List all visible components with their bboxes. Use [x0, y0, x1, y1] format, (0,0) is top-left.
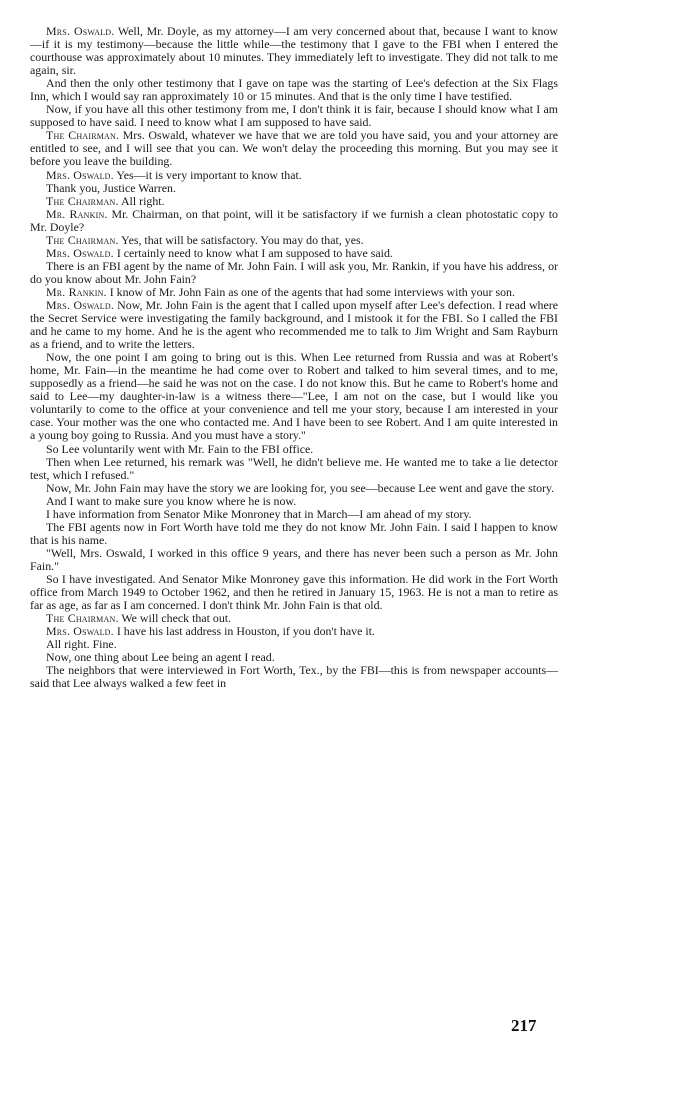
paragraph-text: I have information from Senator Mike Monroney that in March—I am ahead of my story.: [46, 506, 472, 521]
transcript-paragraph: [30, 351, 558, 442]
speaker-name: Mrs. Oswald.: [46, 24, 115, 38]
paragraph-text: Well, Mr. Doyle, as my attorney—I am very concerned about that, because I want to know—if it is my testimony—because the little while—the testimony that I gave to the FBI when I entered the courthouse was approximately about 10 minutes. They immediately left to investigate. They did not talk to me again, sir.: [30, 24, 558, 78]
speaker-name: Mr. Rankin.: [46, 206, 108, 221]
transcript-paragraph: [30, 299, 558, 351]
speaker-name: The Chairman.: [46, 232, 119, 247]
transcript-paragraph: [30, 664, 558, 690]
paragraph-text: Mr. Chairman, on that point, will it be satisfactory if we furnish a clean photostatic copy to Mr. Doyle?: [30, 206, 558, 234]
paragraph-text: I certainly need to know what I am supposed to have said.: [116, 245, 393, 260]
paragraph-text: The FBI agents now in Fort Worth have told me they do not know Mr. John Fain. I said I happen to know that is his name.: [30, 519, 558, 547]
paragraph-text: "Well, Mrs. Oswald, I worked in this office 9 years, and there has never been such a person as Mr. John Fain.": [30, 545, 558, 573]
transcript-page: [30, 25, 558, 690]
paragraph-text: So I have investigated. And Senator Mike Monroney gave this information. He did work in the Fort Worth office from March 1949 to October 1962, and then he retired in January 15, 1963. He is not a man to retire as far as age, as far as I am concerned. I don't think Mr. John Fain is that old.: [30, 571, 558, 613]
paragraph-text: Then when Lee returned, his remark was "Well, he didn't believe me. He wanted me to take a lie detector test, which I refused.": [30, 454, 558, 482]
speaker-name: Mrs. Oswald.: [46, 167, 114, 182]
paragraph-text: We will check that out.: [121, 611, 232, 626]
speaker-name: Mr. Rankin.: [46, 284, 107, 299]
transcript-paragraph: [30, 129, 558, 168]
paragraph-text: Thank you, Justice Warren.: [46, 180, 176, 195]
transcript-paragraph: [30, 208, 558, 234]
paragraph-text: Now, one thing about Lee being an agent I read.: [46, 650, 275, 665]
paragraph-text: All right. Fine.: [46, 637, 117, 652]
paragraph-text: Now, Mr. John Fain may have the story we are looking for, you see—because Lee went and gave the story.: [46, 480, 555, 495]
paragraph-text: The neighbors that were interviewed in Fort Worth, Tex., by the FBI—this is from newspaper accounts—said that Lee always walked a few feet in: [30, 663, 558, 691]
transcript-paragraph: [30, 25, 558, 77]
transcript-paragraph: [30, 103, 558, 129]
speaker-name: The Chairman.: [46, 193, 119, 208]
transcript-paragraph: [30, 456, 558, 482]
paragraph-text: Now, if you have all this other testimony from me, I don't think it is fair, because I should know what I am supposed to have said. I need to know what I am supposed to have said.: [30, 102, 558, 130]
paragraph-text: And then the only other testimony that I gave on tape was the starting of Lee's defection at the Six Flags Inn, which I would say ran approximately 10 or 15 minutes. And that is the only time I have testified.: [30, 76, 558, 104]
paragraph-text: Mrs. Oswald, whatever we have that we are told you have said, you and your attorney are entitled to see, and I will see that you can. We won't delay the proceeding this morning. But you may see it before you leave the building.: [30, 128, 558, 169]
paragraph-text: I know of Mr. John Fain as one of the agents that had some interviews with your son.: [109, 284, 515, 299]
transcript-paragraph: [30, 260, 558, 286]
speaker-name: The Chairman.: [46, 128, 120, 143]
paragraph-text: There is an FBI agent by the name of Mr. John Fain. I will ask you, Mr. Rankin, if you have his address, or do you know about Mr. John Fain?: [30, 258, 558, 286]
speaker-name: The Chairman.: [46, 611, 119, 626]
transcript-paragraph: [30, 573, 558, 612]
paragraph-text: Now, the one point I am going to bring out is this. When Lee returned from Russia and was at Robert's home, Mr. Fain—in the meantime he had come over to Robert and talked to him several times, and to me, supposedly as a friend—he said he was not on the case. I do not know this. But he came to Robert's home and said to Lee—my daughter-in-law is a witness there—"Lee, I am not on the case, but I would like you voluntarily to come to the office at your convenience and tell me your story, because I am interested in your case. Your mother was the one who contacted me. And I have been to see Robert. And I am quite interested in a young boy going to Russia. And you must have a story.": [30, 350, 558, 443]
paragraph-text: Yes—it is very important to know that.: [116, 167, 302, 182]
paragraph-text: All right.: [120, 193, 165, 208]
transcript-paragraph: [30, 77, 558, 103]
speaker-name: Mrs. Oswald.: [46, 297, 114, 312]
paragraph-text: Yes, that will be satisfactory. You may do that, yes.: [121, 232, 364, 247]
page-number: 217: [511, 1016, 537, 1035]
speaker-name: Mrs. Oswald.: [46, 245, 114, 260]
paragraph-text: Now, Mr. John Fain is the agent that I called upon myself after Lee's defection. I read where the Secret Service were investigating the family background, and I mistook it for the FBI. So I called the FBI and he came to my home. And he is the agent who recommended me to talk to Jim Wright and Sam Rayburn as a friend, and to write the letters.: [30, 297, 558, 352]
paragraph-text: So Lee voluntarily went with Mr. Fain to the FBI office.: [46, 441, 314, 456]
paragraph-text: And I want to make sure you know where he is now.: [46, 493, 297, 508]
paragraph-text: I have his last address in Houston, if you don't have it.: [116, 624, 375, 639]
transcript-paragraph: [30, 521, 558, 547]
transcript-paragraph: [30, 547, 558, 573]
speaker-name: Mrs. Oswald.: [46, 624, 114, 639]
